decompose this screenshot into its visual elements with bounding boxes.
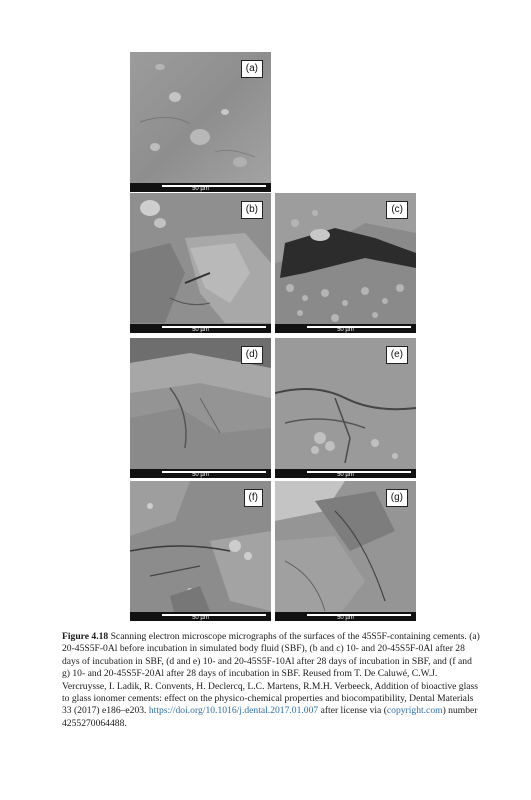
scale-bar (130, 324, 271, 333)
scale-bar (275, 469, 416, 478)
panel-label-g: (g) (386, 489, 408, 507)
scale-bar (130, 612, 271, 621)
caption-text: Scanning electron microscope micrographs of the surfaces of the 45S5F-containing cements. (a) 20-45S5F-0Al before incubation in simulated body fluid (SBF), (b and c) 10- and 20-45S5F-0Al after 28 days of incubation in SBF, (d and e) 10- and 20-45S5F-10Al after 28 days of incubation in SBF, and (f and g) 10- and 20-45S5F-20Al after 28 days of incubation in SBF. Reused from T. De Caluwé, C.W.J. Vercruysse, I. Ladik, R. Convents, H. Declercq, L.C. Martens, R.M.H. Verbeeck, Addition of bioactive glass to glass ionomer cements: effect on the physico-chemical properties and biocompatibility, Dental Materials 33 (2017) e186–e203. (62, 631, 480, 717)
sem-panel-d (130, 338, 271, 478)
scale-bar-label: 50 µm (192, 472, 209, 478)
panel-label-c: (c) (386, 201, 408, 219)
figure-caption (62, 631, 480, 730)
scale-bar (130, 183, 271, 192)
scale-bar (130, 469, 271, 478)
scale-bar-label: 50 µm (192, 615, 209, 621)
sem-panel-e (275, 338, 416, 478)
sem-panel-c (275, 193, 416, 333)
license-link[interactable]: copyright.com (386, 705, 443, 717)
scale-bar-label: 50 µm (337, 327, 354, 333)
scale-bar-label: 50 µm (337, 615, 354, 621)
panel-label-b: (b) (241, 201, 263, 219)
panel-label-f: (f) (244, 489, 263, 507)
scale-bar-label: 50 µm (192, 327, 209, 333)
panel-label-a: (a) (241, 60, 263, 78)
sem-panel-g (275, 481, 416, 621)
caption-text-end: ) number 4255270064488. (62, 705, 478, 729)
doi-link[interactable]: https://doi.org/10.1016/j.dental.2017.01.007 (148, 705, 319, 717)
caption-text-mid: after license via ( (318, 705, 387, 717)
sem-panel-b (130, 193, 271, 333)
panel-label-d: (d) (241, 346, 263, 364)
sem-panel-f (130, 481, 271, 621)
panel-label-e: (e) (386, 346, 408, 364)
scale-bar (275, 612, 416, 621)
scale-bar (275, 324, 416, 333)
figure-label: Figure 4.18 (62, 631, 109, 642)
scale-bar-label: 50 µm (337, 472, 354, 478)
scale-bar-label: 50 µm (192, 186, 209, 192)
sem-panel-a (130, 52, 271, 192)
